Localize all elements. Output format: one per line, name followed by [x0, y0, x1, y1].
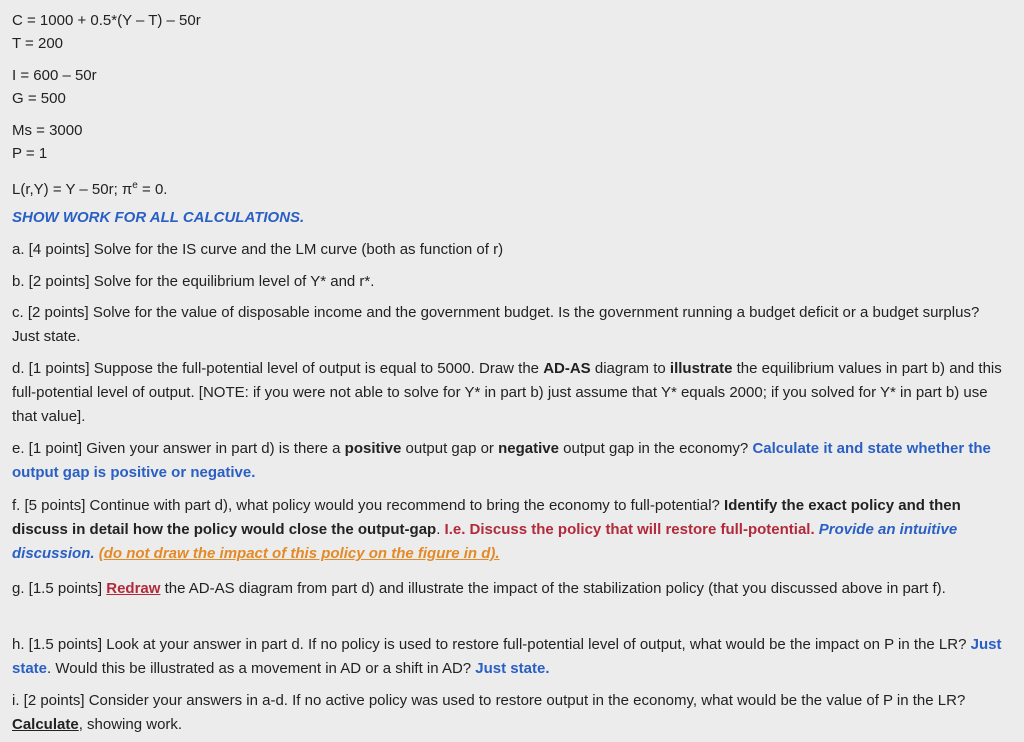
- equation-taxes: T = 200: [12, 35, 64, 52]
- question-d-bold-2: illustrate: [669, 360, 733, 377]
- question-f: [12, 494, 1010, 566]
- equation-consumption: C = 1000 + 0.5*(Y – T) – 50r: [12, 12, 201, 29]
- money-demand-end: = 0.: [137, 181, 168, 198]
- question-d-text-2: diagram to: [590, 360, 670, 377]
- question-e-text-3: output gap in the economy?: [558, 440, 753, 457]
- question-g: [12, 577, 1010, 601]
- question-e: [12, 437, 1010, 485]
- question-c: c. [2 points] Solve for the value of disposable income and the government budget. Is the government running a budget deficit or a budget surplus? Just state.: [12, 304, 980, 345]
- question-e-bold-1: positive: [344, 440, 402, 457]
- equation-money-supply: Ms = 3000: [12, 122, 83, 139]
- question-e-text-2: output gap or: [401, 440, 499, 457]
- question-f-text-2: .: [436, 521, 445, 538]
- question-d: [12, 357, 1010, 429]
- question-b: b. [2 points] Solve for the equilibrium level of Y* and r*.: [12, 273, 375, 290]
- question-i-calculate: Calculate: [12, 716, 79, 733]
- question-d-text-1: d. [1 points] Suppose the full-potential level of output is equal to 5000. Draw the: [12, 360, 544, 377]
- question-f-red: I.e. Discuss the policy that will restore full-potential.: [444, 521, 815, 538]
- question-i: [12, 689, 1010, 737]
- question-h-blue-2: Just state.: [475, 660, 550, 677]
- question-h: [12, 633, 1010, 681]
- equation-price-level: P = 1: [12, 145, 48, 162]
- question-a: a. [4 points] Solve for the IS curve and the LM curve (both as function of r): [12, 241, 504, 258]
- money-demand-superscript: e: [132, 180, 138, 191]
- equation-investment: I = 600 – 50r: [12, 67, 97, 84]
- question-g-text-2: the AD-AS diagram from part d) and illustrate the impact of the stabilization policy (that you discussed above in part f).: [160, 580, 946, 597]
- money-demand-text: L(r,Y) = Y – 50r; π: [12, 181, 133, 198]
- question-f-orange: (do not draw the impact of this policy on the figure in d).: [98, 545, 500, 562]
- question-i-text-2: , showing work.: [78, 716, 183, 733]
- equation-money-demand: [12, 177, 167, 199]
- question-e-blue: Calculate it and state whether the output gap is positive or negative.: [12, 440, 991, 481]
- question-d-bold-1: AD-AS: [543, 360, 591, 377]
- question-d-text-3: the equilibrium values in part b) and this full-potential level of output. [NOTE: if you were not able to solve for Y* in part b) just assume that Y* equals 2000; if you solved for Y* in part b) use that value].: [12, 360, 1002, 425]
- question-e-bold-2: negative: [498, 440, 559, 457]
- equation-government: G = 500: [12, 90, 66, 107]
- question-g-redraw: Redraw: [106, 580, 161, 597]
- question-h-text-2: . Would this be illustrated as a movement in AD or a shift in AD?: [47, 660, 476, 677]
- question-f-bold: Identify the exact policy and then discuss in detail how the policy would close the output-gap: [12, 497, 961, 538]
- question-h-text-1: h. [1.5 points] Look at your answer in part d. If no policy is used to restore full-potential level of output, what would be the impact on P in the LR?: [12, 636, 971, 653]
- question-f-blue: Provide an intuitive discussion.: [12, 521, 958, 562]
- question-e-text-1: e. [1 point] Given your answer in part d) is there a: [12, 440, 345, 457]
- question-h-blue-1: Just state: [12, 636, 1002, 677]
- question-f-text-1: f. [5 points] Continue with part d), what policy would you recommend to bring the economy to full-potential?: [12, 497, 725, 514]
- question-i-text-1: i. [2 points] Consider your answers in a-d. If no active policy was used to restore output in the economy, what would be the value of P in the LR?: [12, 692, 966, 709]
- question-g-text-1: g. [1.5 points]: [12, 580, 107, 597]
- show-work-instruction: SHOW WORK FOR ALL CALCULATIONS.: [12, 209, 305, 226]
